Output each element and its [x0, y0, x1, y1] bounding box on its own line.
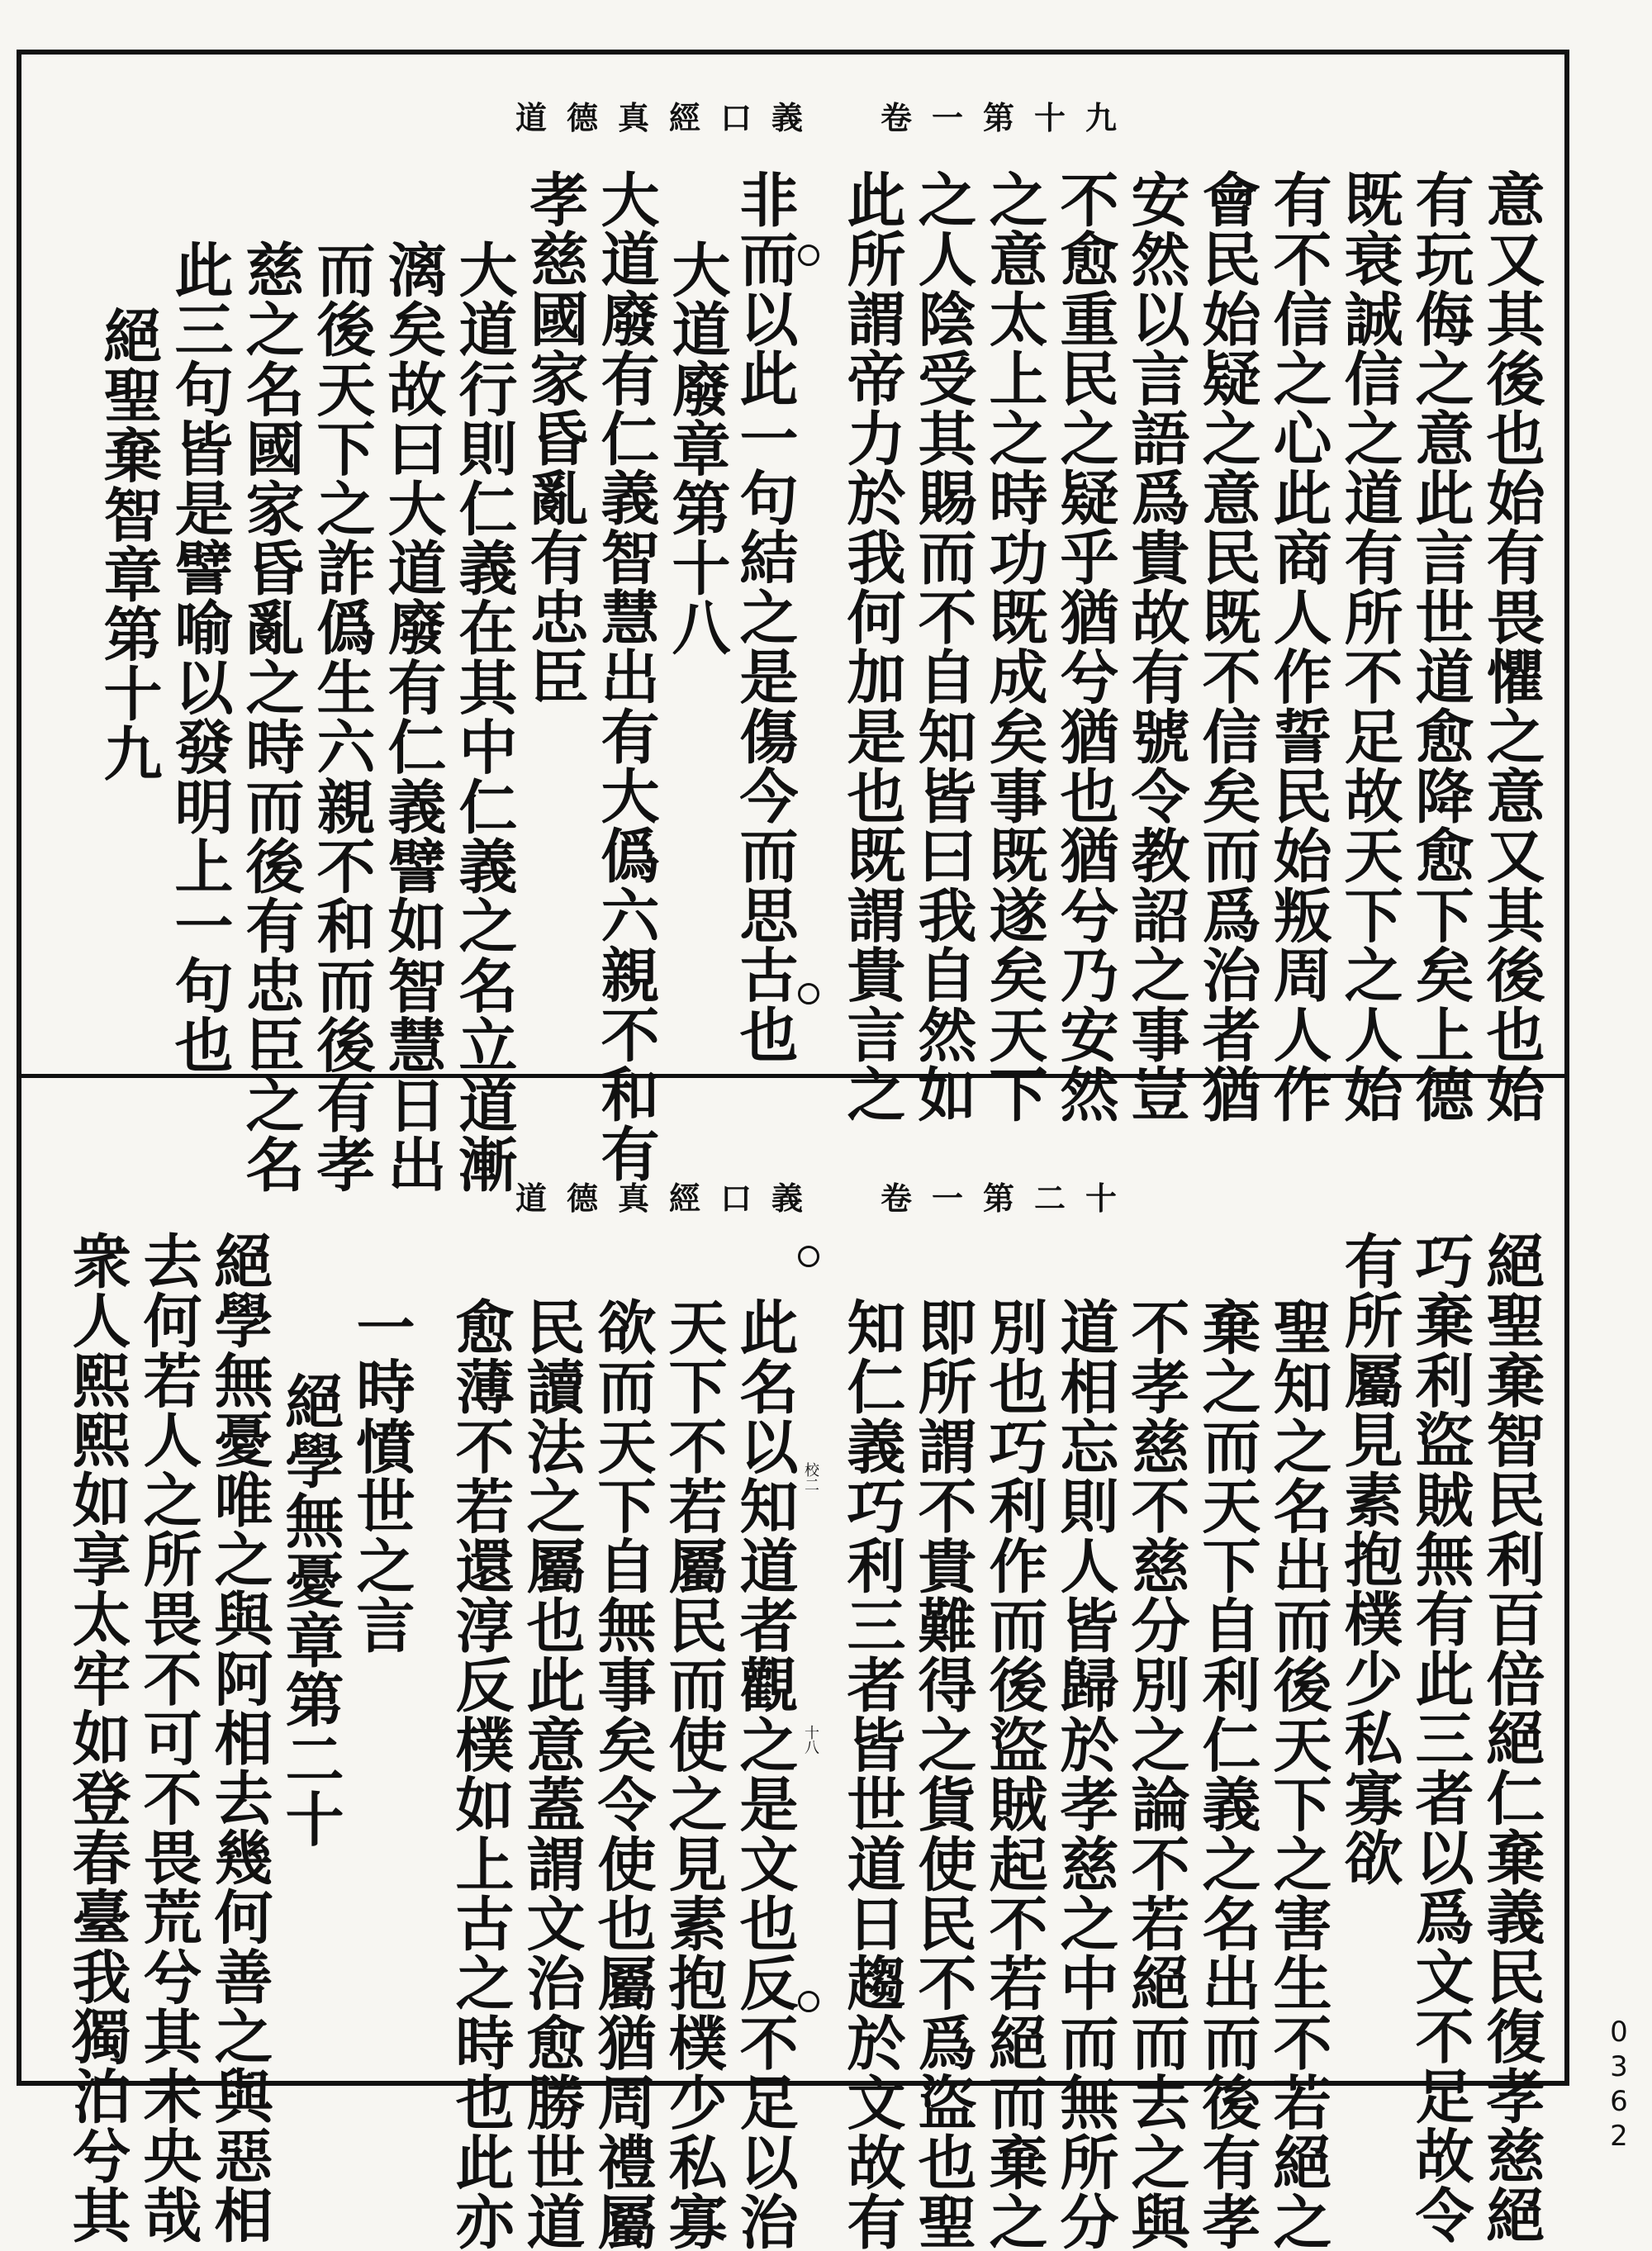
upper-column: 慈之名國家昏亂之時而後有忠臣之名 [236, 240, 306, 1194]
upper-chapter-title: 絕聖棄智章第十九 [94, 306, 164, 783]
upper-column: 之人陰受其賜而不自知皆曰我自然如 [909, 169, 978, 1124]
upper-column: 不愈重民之疑乎猶兮猶也猶兮乃安然 [1051, 169, 1120, 1124]
upper-column: 意又其後也始有畏懼之意又其後也始 [1477, 169, 1546, 1124]
upper-column: 會民始疑之意民既不信矣而爲治者猶 [1193, 169, 1262, 1124]
lower-column: 欲而天下自無事矣令使也屬猶周禮屬 [588, 1297, 657, 2251]
upper-chapter-title: 大道廢章第十八 [662, 240, 732, 658]
upper-column: 之意太上之時功既成矣事既遂矣天下 [980, 169, 1049, 1124]
lower-header-volume: 卷一第二十 [881, 1180, 1137, 1217]
lower-header [0, 1173, 1652, 1218]
lower-column: 一時憤世之言 [347, 1297, 416, 1655]
upper-column: 而後天下之詐僞生六親不和而後有孝 [307, 240, 377, 1194]
lower-column: 聖知之名出而後天下之害生不若絕之 [1264, 1297, 1333, 2251]
lower-column: 棄之而天下自利仁義之名出而後有孝 [1193, 1297, 1262, 2251]
circle-mark [798, 983, 819, 1004]
circle-mark [798, 1991, 819, 2012]
upper-column: 既衰誠信之道有所不足故天下之人始 [1335, 169, 1404, 1124]
upper-column: 大道行則仁義在其中仁義之名立道漸 [449, 240, 519, 1194]
lower-column: 此名以知道者觀之是文也反不足以治 [730, 1297, 800, 2251]
lower-column: 別也巧利作而後盜賊起不若絕而棄之 [980, 1297, 1049, 2251]
lower-column: 知仁義巧利三者皆世道日趨於文故有 [838, 1297, 907, 2251]
lower-column: 去何若人之所畏不可不畏荒兮其未央哉 [134, 1231, 203, 2245]
upper-column: 非而以此一句結之是傷今而思古也 [730, 169, 800, 1064]
lower-column: 即所謂不貴難得之貨使民不爲盜也聖 [909, 1297, 978, 2251]
lower-column: 絕聖棄智民利百倍絕仁棄義民復孝慈絕 [1477, 1231, 1546, 2245]
lower-column: 愈薄不若還淳反樸如上古之時也此亦 [446, 1297, 515, 2251]
upper-column: 安然以言語爲貴故有號令教詔之事豈 [1122, 169, 1191, 1124]
upper-column: 漓矣故曰大道廢有仁義譬如智慧日出 [378, 240, 448, 1194]
margin-note: 十八 [802, 1725, 819, 1755]
lower-column: 巧棄利盜賊無有此三者以爲文不足故令 [1406, 1231, 1475, 2245]
circle-mark [798, 245, 819, 266]
lower-column: 天下不若屬民而使之見素抱樸少私寡 [659, 1297, 729, 2251]
margin-note: 校二 [802, 1462, 819, 1492]
lower-column: 有所屬見素抱樸少私寡欲 [1335, 1231, 1404, 1888]
upper-column: 大道廢有仁義智慧出有大僞六親不和有 [591, 169, 661, 1184]
lower-chapter-title: 絕學無憂章第二十 [276, 1371, 345, 1849]
upper-column: 孝慈國家昏亂有忠臣 [520, 169, 590, 706]
lower-column: 道相忘則人皆歸於孝慈之中而無所分 [1051, 1297, 1120, 2251]
upper-column: 此所謂帝力於我何加是也既謂貴言之 [838, 169, 907, 1124]
lower-column: 絕學無憂唯之與阿相去幾何善之與惡相 [205, 1231, 274, 2245]
upper-column: 此三句皆是譬喻以發明上一句也 [165, 240, 235, 1075]
lower-column: 衆人熙熙如享太牢如登春臺我獨泊兮其 [63, 1231, 132, 2245]
lower-column: 民讀法之屬也此意蓋謂文治愈勝世道 [517, 1297, 586, 2251]
upper-header-title: 道德真經口義 [515, 99, 823, 136]
circle-mark [798, 1246, 819, 1267]
upper-header-volume: 卷一第十九 [881, 99, 1137, 136]
upper-header [0, 93, 1652, 138]
upper-column: 有玩侮之意此言世道愈降愈下矣上德 [1406, 169, 1475, 1124]
upper-column: 有不信之心此商人作誓民始叛周人作 [1264, 169, 1333, 1124]
lower-column: 不孝慈不慈分別之論不若絕而去之與 [1122, 1297, 1191, 2251]
lower-header-title: 道德真經口義 [515, 1180, 823, 1217]
page-number: 0362 [1602, 2016, 1635, 2154]
